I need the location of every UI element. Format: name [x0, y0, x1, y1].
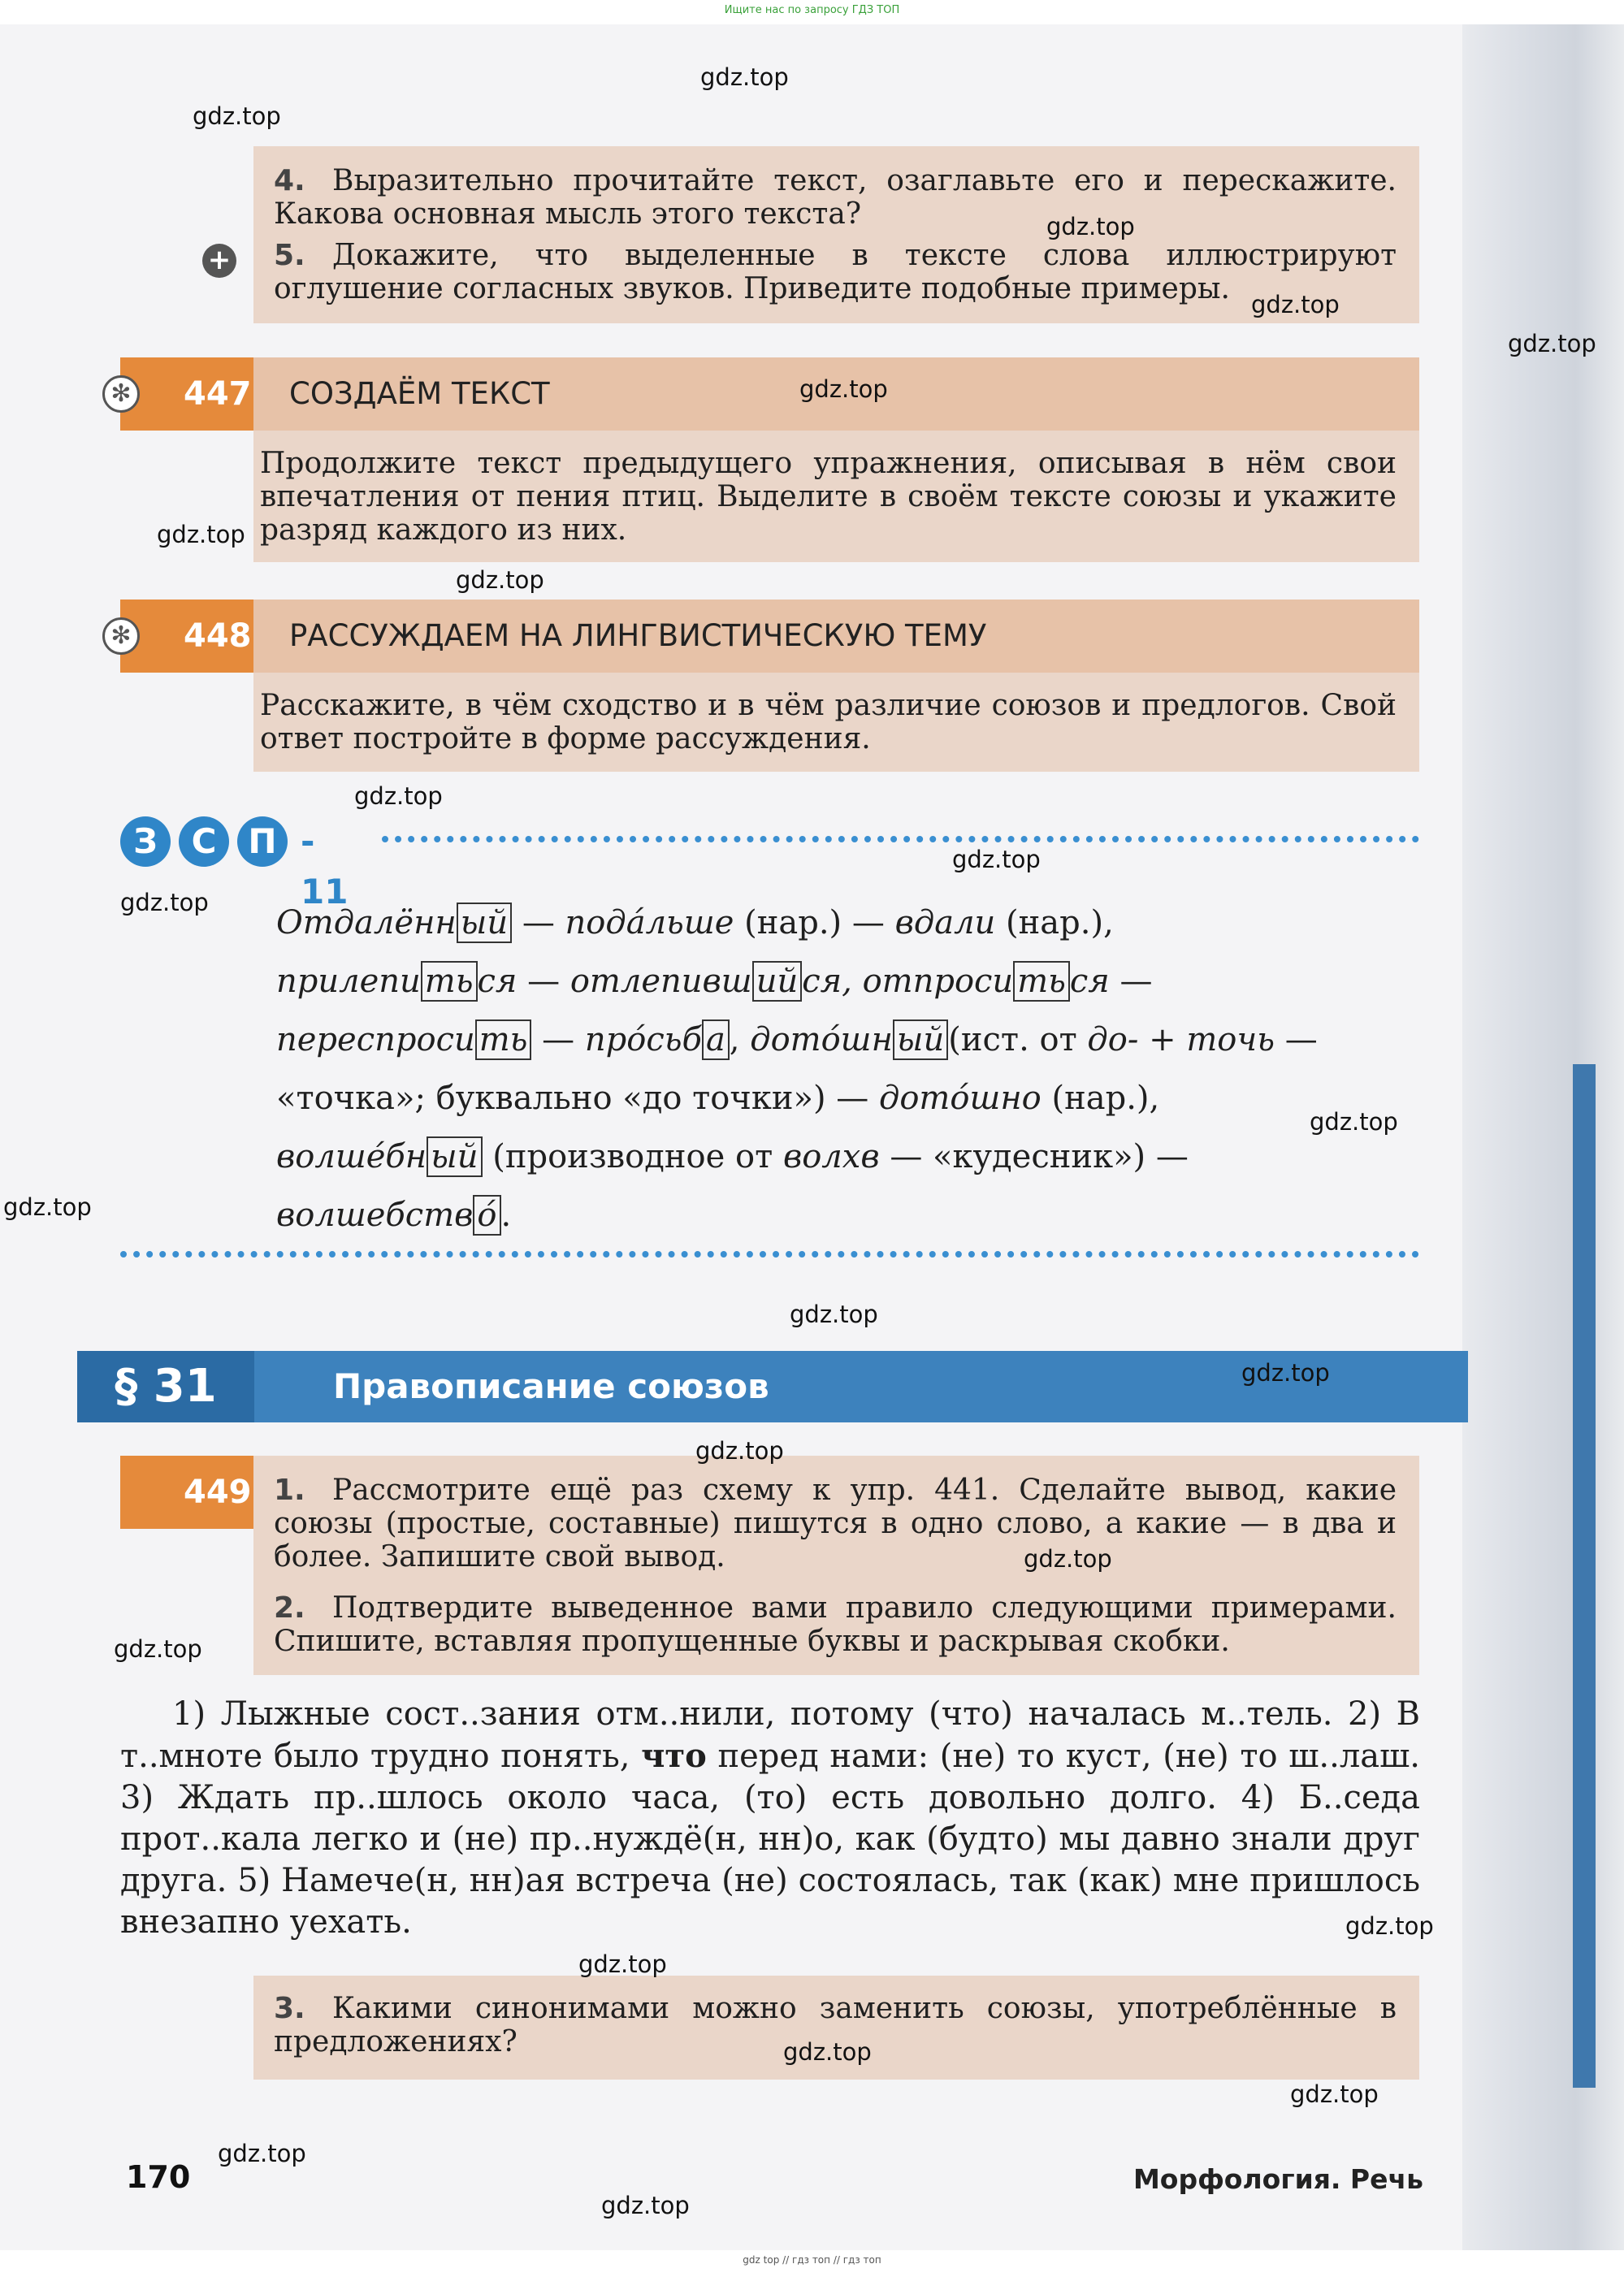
word: дотóшно [879, 1080, 1042, 1117]
watermark: gdz.top [456, 566, 544, 594]
text: — [1109, 963, 1153, 1000]
task-number: 5. [274, 239, 305, 272]
text: (ист. от [948, 1021, 1088, 1058]
word: до- [1087, 1021, 1139, 1058]
etymology-line [276, 1186, 1414, 1245]
suffix-box: ый [427, 1136, 482, 1177]
highlighted-word: что [641, 1737, 707, 1775]
zsp-letter: З [120, 816, 171, 867]
etymology-line [276, 894, 1414, 952]
suffix-box: ть [1013, 961, 1070, 1002]
text: + [1138, 1021, 1187, 1058]
watermark: gdz.top [601, 2192, 690, 2219]
etymology-line [276, 1011, 1414, 1069]
word: отлепивш [569, 963, 752, 1000]
suffix-box: а [702, 1019, 730, 1060]
word: ся [1069, 963, 1110, 1000]
exercise-sentences [120, 1694, 1420, 1943]
watermark: gdz.top [1310, 1108, 1398, 1136]
watermark: gdz.top [114, 1635, 202, 1663]
sentences-part: 1) Лыжные сост..зания отм..нили, потому (что) началась м..тель. 2) В т..мноте было трудно понять, [120, 1695, 1420, 1775]
dotted-divider [120, 1251, 1419, 1258]
exercise-448-header [110, 600, 1419, 673]
text: «точка»; буквально «до точки») — [276, 1080, 879, 1117]
watermark: gdz.top [157, 521, 245, 548]
word: отпроси [862, 963, 1014, 1000]
text: — [1275, 1021, 1318, 1058]
watermark: gdz.top [799, 375, 888, 403]
watermark: gdz.top [1024, 1545, 1112, 1573]
exercise-449-number: 449 [120, 1456, 253, 1529]
watermark: gdz.top [193, 102, 281, 130]
task-1 [274, 1474, 1397, 1574]
top-strip [0, 0, 1624, 24]
task-text: Какими синонимами можно заменить союзы, употреблённые в предложениях? [274, 1992, 1397, 2058]
top-note: Ищите нас по запросу ГДЗ ТОП [724, 4, 900, 16]
word: прóсьб [584, 1021, 702, 1058]
task-text: Докажите, что выделенные в тексте слова иллюстрируют оглушение согласных звуков. Приведите подобные примеры. [274, 239, 1397, 305]
creative-task-icon: ✻ [102, 617, 140, 655]
creative-task-icon: ✻ [102, 375, 140, 413]
exercise-number: 448 [120, 600, 253, 673]
word: ся [477, 963, 518, 1000]
word: волхв [782, 1138, 880, 1175]
footer-section-title: Морфология. Речь [1132, 2163, 1423, 2195]
exercise-title: РАССУЖДАЕМ НА ЛИНГВИСТИЧЕСКУЮ ТЕМУ [253, 600, 1419, 673]
task-text: Подтвердите выведенное вами правило следующими примерами. Спишите, вставляя пропущенные буквы и раскрывая скобки. [274, 1591, 1397, 1658]
word: вдали [894, 904, 996, 942]
text: . [500, 1197, 512, 1234]
word: Отдалённ [276, 904, 457, 942]
spine-blue-strip [1573, 1064, 1596, 2088]
suffix-box: ó [473, 1195, 500, 1236]
etymology-block [276, 894, 1414, 1245]
text: (нар.) — [734, 904, 895, 942]
watermark: gdz.top [1251, 291, 1340, 318]
exercise-number: 447 [120, 357, 253, 431]
dotted-divider [382, 836, 1419, 842]
etymology-line [276, 1069, 1414, 1128]
word: подáльше [565, 904, 734, 942]
watermark: gdz.top [578, 1950, 667, 1978]
watermark: gdz.top [1508, 330, 1596, 357]
watermark: gdz.top [790, 1301, 878, 1328]
task-number: 3. [274, 1992, 305, 2025]
page-number: 170 [126, 2159, 191, 2195]
suffix-box: ый [457, 903, 512, 943]
zsp-letter: С [179, 816, 229, 867]
text: — [531, 1021, 585, 1058]
exercise-448-body [253, 673, 1419, 772]
text: (производное от [482, 1138, 783, 1175]
watermark: gdz.top [218, 2140, 306, 2167]
word: прилепи [276, 963, 421, 1000]
exercise-447-body [253, 431, 1419, 562]
word: волшéбн [276, 1138, 427, 1175]
word: волшебств [276, 1197, 474, 1234]
text: — [517, 963, 570, 1000]
plus-icon: + [202, 244, 236, 278]
suffix-box: ть [475, 1019, 532, 1060]
etymology-line [276, 952, 1414, 1011]
task-4 [274, 164, 1397, 231]
word: дотóшн [750, 1021, 893, 1058]
task-text: Выразительно прочитайте текст, озаглавьте его и перескажите. Какова основная мысль этого текста? [274, 164, 1397, 231]
watermark: gdz.top [3, 1193, 92, 1221]
top-tasks-box [253, 146, 1419, 323]
paragraph-title: Правописание союзов [333, 1366, 769, 1406]
watermark: gdz.top [695, 1437, 784, 1465]
watermark: gdz.top [783, 2038, 872, 2066]
suffix-box: ий [752, 961, 803, 1002]
etymology-line [276, 1128, 1414, 1186]
text: — «кудесник») — [879, 1138, 1189, 1175]
exercise-title: СОЗДАЁМ ТЕКСТ [253, 357, 1419, 431]
word: точь [1186, 1021, 1275, 1058]
watermark: gdz.top [1345, 1912, 1434, 1940]
task-5 [274, 239, 1397, 305]
bottom-note: gdz top // гдз топ // гдз топ [743, 2254, 881, 2266]
task-text: Рассмотрите ещё раз схему к упр. 441. Сделайте вывод, какие союзы (простые, составные) пишутся в одно слово, а какие — в два и более. Запишите свой вывод. [274, 1474, 1397, 1574]
watermark: gdz.top [120, 889, 209, 916]
zsp-number: - 11 [301, 821, 349, 911]
sentences-text [120, 1694, 1420, 1943]
task-number: 4. [274, 164, 305, 197]
watermark: gdz.top [1290, 2080, 1379, 2108]
watermark: gdz.top [1046, 213, 1135, 240]
word: ся, [802, 963, 863, 1000]
task-number: 2. [274, 1591, 305, 1625]
suffix-box: ый [893, 1019, 948, 1060]
watermark: gdz.top [700, 63, 789, 91]
exercise-449-tasks [253, 1456, 1419, 1675]
zsp-letter: П [237, 816, 288, 867]
sentences-part: перед нами: (не) то куст, (не) то ш..лаш. 3) Ждать пр..шлось около часа, (то) есть довольно долго. 4) Б..седа прот..кала легко и (не) пр..нуждё(н, нн)о, как (будто) мы давно знали друг друга. 5) Намече(н, нн)ая встреча (не) состоялась, так (как) мне пришлось внезапно уехать. [120, 1738, 1420, 1941]
task-2 [274, 1591, 1397, 1658]
paragraph-number: § 31 [77, 1351, 254, 1422]
text: , [729, 1021, 751, 1058]
suffix-box: ть [421, 961, 478, 1002]
exercise-447-header [110, 357, 1419, 431]
word: переспроси [276, 1021, 475, 1058]
text: (нар.), [1041, 1080, 1160, 1117]
exercise-text: Продолжите текст предыдущего упражнения, описывая в нём свои впечатления от пения птиц. Выделите в своём тексте союзы и укажите разряд каждого из них. [260, 447, 1397, 547]
page-spine [1462, 24, 1624, 2250]
text: — [512, 904, 565, 942]
watermark: gdz.top [1241, 1359, 1330, 1387]
task-number: 1. [274, 1474, 305, 1507]
exercise-text: Расскажите, в чём сходство и в чём различие союзов и предлогов. Свой ответ постройте в форме рассуждения. [260, 689, 1397, 755]
watermark: gdz.top [354, 782, 443, 810]
text: (нар.), [995, 904, 1114, 942]
watermark: gdz.top [952, 846, 1041, 873]
